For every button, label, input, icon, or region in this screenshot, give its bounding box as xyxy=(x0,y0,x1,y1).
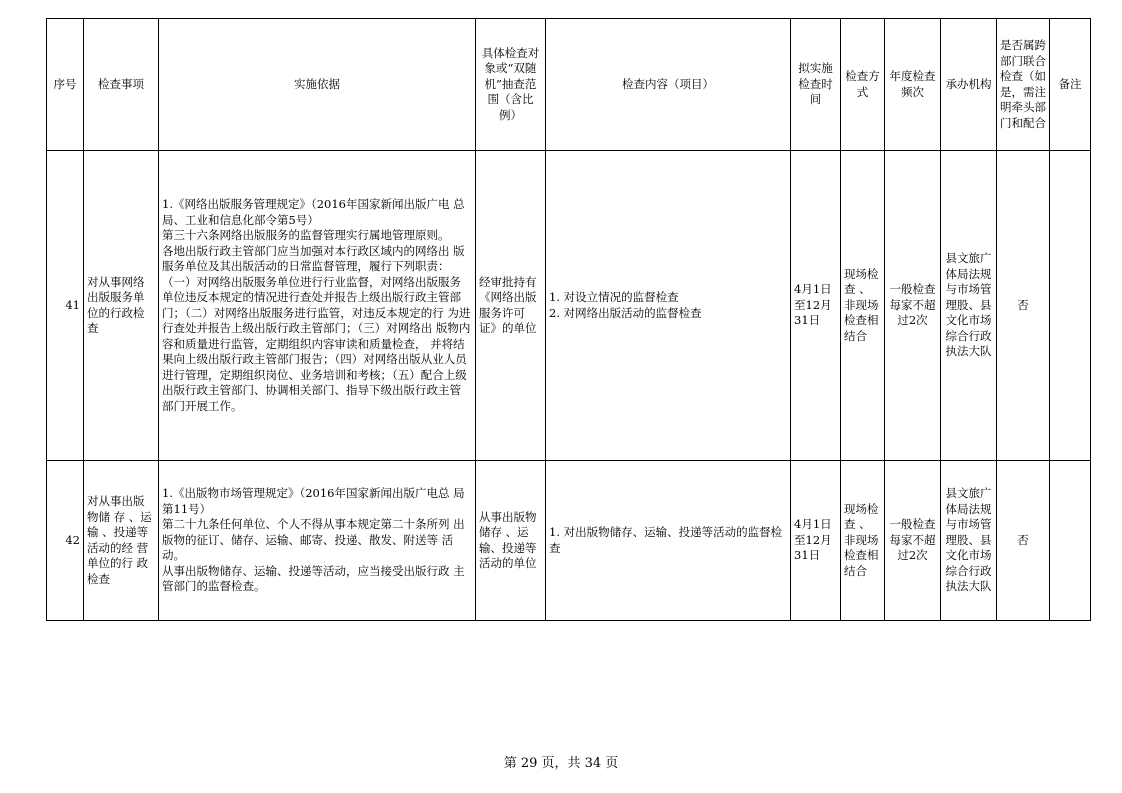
content-line: 2. 对网络出版活动的监督检查 xyxy=(549,305,702,320)
content-line: 1. 对出版物储存、运输、投递等活动的监督检查 xyxy=(549,525,783,555)
row-seq: 42 xyxy=(47,461,84,621)
row-note xyxy=(1050,151,1091,461)
row-note xyxy=(1050,461,1091,621)
row-seq: 41 xyxy=(47,151,84,461)
row-joint: 否 xyxy=(997,151,1050,461)
row-target: 从事出版物储存 、运 输、投递等活动的单位 xyxy=(476,461,546,621)
row-method: 现场检查 、非现场检查相结合 xyxy=(841,151,885,461)
header-method: 检查方式 xyxy=(841,19,885,151)
row-time: 4月1日至12月31日 xyxy=(791,461,841,621)
table-header-row xyxy=(47,19,1091,151)
basis-line: 1.《网络出版服务管理规定》（2016年国家新闻出版广电 总局、工业和信息化部令第5号） xyxy=(162,197,465,227)
header-freq: 年度检查频次 xyxy=(885,19,941,151)
row-joint: 否 xyxy=(997,461,1050,621)
basis-line: 第三十六条网络出版服务的监督管理实行属地管理原则。 xyxy=(162,228,450,242)
header-joint: 是否属跨部门联合检查（如是，需注明牵头部门和配合 xyxy=(997,19,1050,151)
content-line: 1. 对设立情况的监督检查 xyxy=(549,290,679,304)
header-basis: 实施依据 xyxy=(159,19,476,151)
table-row xyxy=(47,461,1091,621)
basis-line: 1.《出版物市场管理规定》（2016年国家新闻出版广电总 局第11号） xyxy=(162,486,465,516)
header-seq: 序号 xyxy=(47,19,84,151)
header-org: 承办机构 xyxy=(941,19,997,151)
basis-line: 各地出版行政主管部门应当加强对本行政区域内的网络出 版服务单位及其出版活动的日常监督管理，履行下列职责：（一）对网络出版服务单位进行行业监督，对网络出版服务 单位违反本规定的情况进行查处并报告上级出版行政主管部门；（二）对网络出版服务进行监管，对违反本规定的行 为进行查处并报告上级出版行政主管部门；（三）对网络出 版物内容和质量进行监管，定期组织内容审读和质量检查， 并将结果向上级出版行政主管部门报告；（四）对网络出版从业人员进行管理，定期组织岗位、业务培训和考核；（五）配合上级出版行政主管部门、协调相关部门、指导下级出版行政主管部门开展工作。 xyxy=(162,243,471,413)
header-content: 检查内容（项目） xyxy=(546,19,791,151)
row-content xyxy=(546,461,791,621)
row-item: 对从事网络出版服务单位的行政检查 xyxy=(84,151,159,461)
row-basis xyxy=(159,151,476,461)
row-method: 现场检查 、非现场检查相结合 xyxy=(841,461,885,621)
header-note: 备注 xyxy=(1050,19,1091,151)
table-row xyxy=(47,151,1091,461)
row-basis xyxy=(159,461,476,621)
basis-line: 第二十九条任何单位、个人不得从事本规定第二十条所列 出版物的征订、储存、运输、邮寄、投递、散发、附送等 活动。 xyxy=(162,517,465,563)
page-footer: 第 29 页，共 34 页 xyxy=(503,756,619,771)
header-item: 检查事项 xyxy=(84,19,159,151)
inspection-table xyxy=(46,18,1091,621)
row-freq: 一般检查每家不超过2次 xyxy=(885,461,941,621)
row-item: 对从事出版物储 存 、运 输 、投递等活动的经 营单位的行 政检查 xyxy=(84,461,159,621)
header-target: 具体检查对象或“双随机”抽查范围（含比例） xyxy=(476,19,546,151)
row-org: 县文旅广体局法规与市场管理股、县文化市场综合行政执法大队 xyxy=(941,461,997,621)
row-org: 县文旅广体局法规与市场管理股、县文化市场综合行政执法大队 xyxy=(941,151,997,461)
basis-line: 从事出版物储存、运输、投递等活动，应当接受出版行政 主管部门的监督检查。 xyxy=(162,563,465,594)
row-target: 经审批持有《网络出版服务许可证》的单位 xyxy=(476,151,546,461)
row-freq: 一般检查每家不超过2次 xyxy=(885,151,941,461)
header-time: 拟实施检查时间 xyxy=(791,19,841,151)
row-time: 4月1日至12月31日 xyxy=(791,151,841,461)
row-content xyxy=(546,151,791,461)
